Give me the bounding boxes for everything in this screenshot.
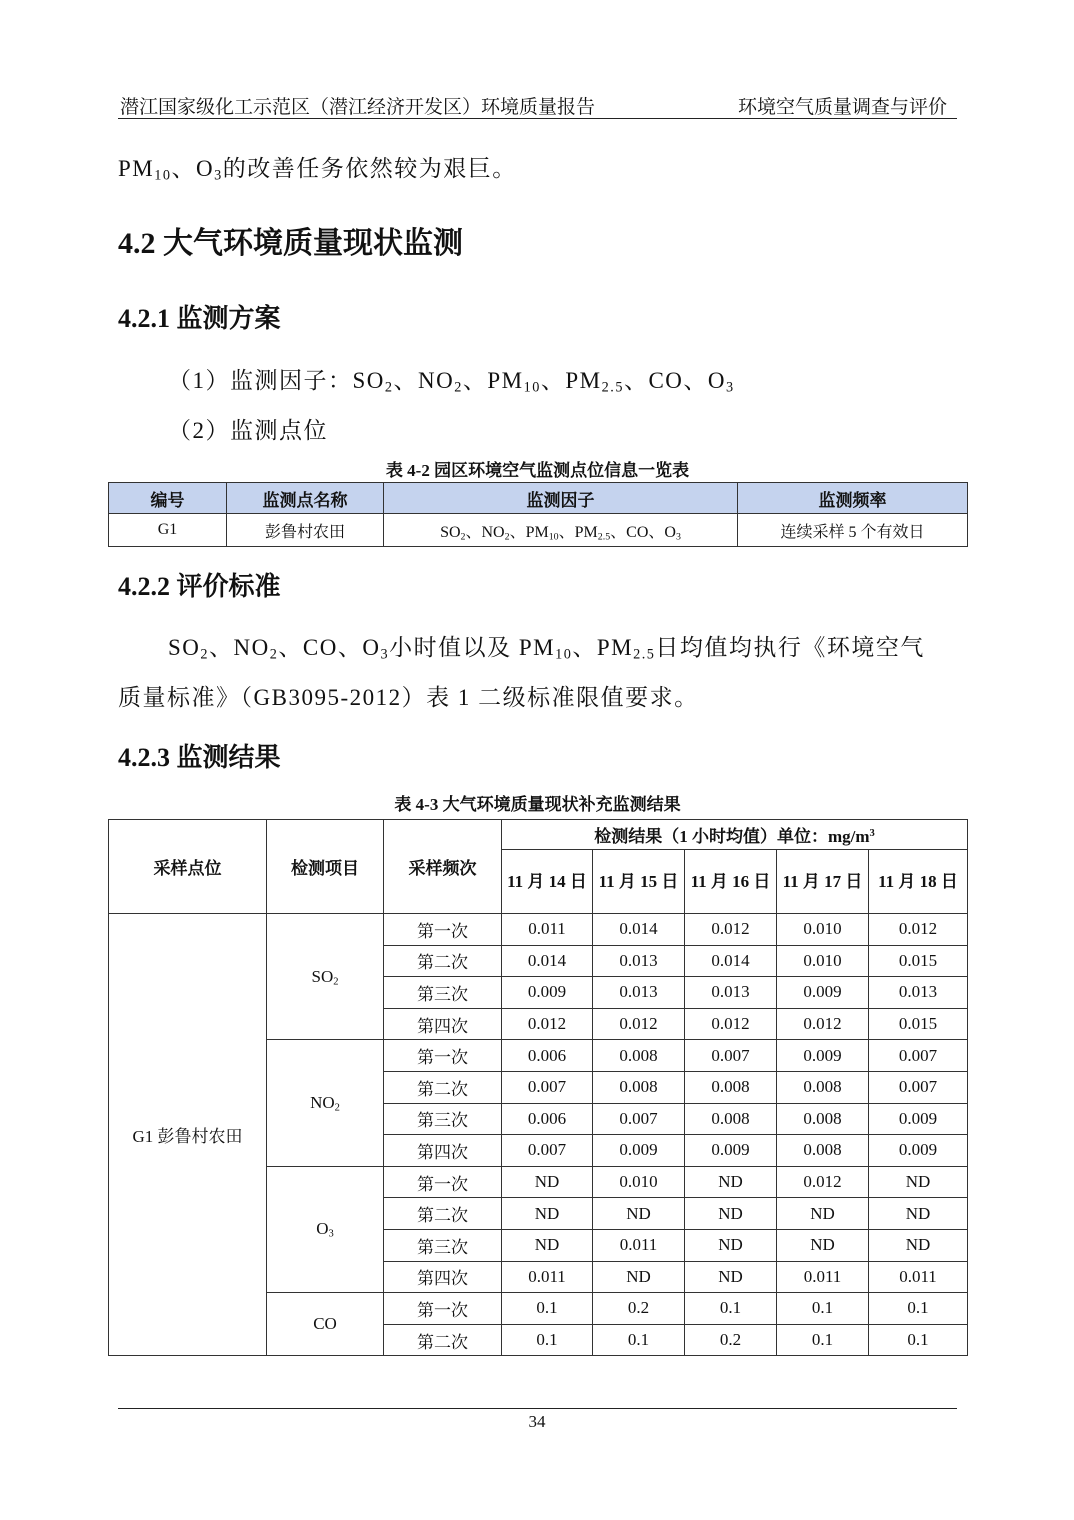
- col-header-site-name: 监测点名称: [227, 483, 384, 514]
- value-cell: 0.015: [869, 1008, 968, 1040]
- value-cell: ND: [685, 1166, 777, 1198]
- value-cell: 0.013: [869, 977, 968, 1009]
- subsection-heading-standard: 4.2.2 评价标准: [118, 572, 281, 601]
- frequency-cell: 第一次: [384, 914, 502, 946]
- value-cell: ND: [502, 1198, 593, 1230]
- value-cell: 0.1: [777, 1324, 869, 1356]
- value-cell: 0.007: [869, 1071, 968, 1103]
- value-cell: 0.008: [593, 1040, 685, 1072]
- value-cell: ND: [502, 1229, 593, 1261]
- day-header: 11 月 16 日: [685, 850, 777, 914]
- value-cell: 0.1: [869, 1324, 968, 1356]
- value-cell: 0.1: [869, 1293, 968, 1325]
- value-cell: 0.007: [502, 1071, 593, 1103]
- value-cell: 0.011: [593, 1229, 685, 1261]
- site-factors: $SO_2$、$NO_2$、$PM_{10}$、$PM_{2.5}$、CO、$O_3$: [384, 514, 738, 547]
- value-cell: 0.010: [777, 914, 869, 946]
- value-cell: 0.006: [502, 1040, 593, 1072]
- pollutant-cell: $NO_2$: [267, 1040, 384, 1166]
- value-cell: 0.1: [593, 1324, 685, 1356]
- pollutant-cell: $SO_2$: [267, 914, 384, 1040]
- value-cell: 0.008: [777, 1103, 869, 1135]
- value-cell: 0.1: [502, 1293, 593, 1325]
- running-header-title: 潜江国家级化工示范区（潜江经济开发区）环境质量报告: [120, 96, 596, 118]
- value-cell: ND: [593, 1198, 685, 1230]
- site-name: 彭鲁村农田: [227, 514, 384, 547]
- value-cell: 0.007: [593, 1103, 685, 1135]
- value-cell: 0.013: [685, 977, 777, 1009]
- value-cell: 0.012: [777, 1166, 869, 1198]
- col-header-factors: 监测因子: [384, 483, 738, 514]
- site-info-table: [108, 482, 968, 547]
- frequency-cell: 第一次: [384, 1040, 502, 1072]
- results-table: [108, 819, 968, 1356]
- value-cell: 0.015: [869, 945, 968, 977]
- value-cell: 0.009: [869, 1135, 968, 1167]
- frequency-cell: 第二次: [384, 945, 502, 977]
- value-cell: 0.009: [593, 1135, 685, 1167]
- frequency-cell: 第四次: [384, 1008, 502, 1040]
- col-header-frequency: 采样频次: [384, 820, 502, 914]
- running-header-section: 环境空气质量调查与评价: [738, 96, 948, 118]
- day-header: 11 月 18 日: [869, 850, 968, 914]
- value-cell: 0.012: [502, 1008, 593, 1040]
- value-cell: ND: [593, 1261, 685, 1293]
- section-heading: 4.2 大气环境质量现状监测: [118, 227, 463, 260]
- day-header: 11 月 17 日: [777, 850, 869, 914]
- value-cell: 0.2: [593, 1293, 685, 1325]
- standard-paragraph-line2: 质量标准》（GB3095-2012）表 1 二级标准限值要求。: [118, 685, 699, 710]
- frequency-cell: 第四次: [384, 1261, 502, 1293]
- frequency-cell: 第二次: [384, 1071, 502, 1103]
- value-cell: 0.007: [502, 1135, 593, 1167]
- value-cell: ND: [685, 1229, 777, 1261]
- value-cell: 0.013: [593, 945, 685, 977]
- results-table-caption: 表 4-3 大气环境质量现状补充监测结果: [394, 795, 681, 814]
- value-cell: 0.014: [593, 914, 685, 946]
- monitoring-sites-item: （2）监测点位: [168, 418, 328, 443]
- value-cell: 0.009: [502, 977, 593, 1009]
- col-header-result: 检测结果（1 小时均值）单位：$mg/m^3$: [502, 820, 968, 850]
- page-number: 34: [528, 1412, 546, 1431]
- value-cell: ND: [777, 1229, 869, 1261]
- frequency-cell: 第一次: [384, 1166, 502, 1198]
- col-header-site: 采样点位: [109, 820, 267, 914]
- value-cell: 0.008: [593, 1071, 685, 1103]
- value-cell: ND: [685, 1261, 777, 1293]
- frequency-cell: 第三次: [384, 1229, 502, 1261]
- value-cell: 0.008: [685, 1103, 777, 1135]
- value-cell: ND: [869, 1198, 968, 1230]
- value-cell: ND: [502, 1166, 593, 1198]
- value-cell: 0.011: [777, 1261, 869, 1293]
- value-cell: 0.012: [593, 1008, 685, 1040]
- value-cell: 0.009: [777, 1040, 869, 1072]
- site-frequency: 连续采样 5 个有效日: [738, 514, 968, 547]
- table-row: [109, 914, 968, 946]
- site-cell: G1 彭鲁村农田: [109, 914, 267, 1356]
- frequency-cell: 第三次: [384, 1103, 502, 1135]
- col-header-frequency: 监测频率: [738, 483, 968, 514]
- value-cell: 0.1: [777, 1293, 869, 1325]
- standard-paragraph-line1: $SO_2$、$NO_2$、CO、$O_3$小时值以及 $PM_{10}$、$PM_{2.5}$日均值均执行《环境空气: [168, 635, 925, 663]
- value-cell: 0.008: [685, 1071, 777, 1103]
- intro-line: $PM_{10}$、$O_3$的改善任务依然较为艰巨。: [118, 156, 517, 184]
- table-row: [109, 514, 968, 547]
- value-cell: 0.008: [777, 1135, 869, 1167]
- value-cell: 0.014: [502, 945, 593, 977]
- value-cell: 0.2: [685, 1324, 777, 1356]
- value-cell: 0.008: [777, 1071, 869, 1103]
- table-caption: 表 4-2 园区环境空气监测点位信息一览表: [385, 461, 690, 480]
- subsection-heading-results: 4.2.3 监测结果: [118, 743, 281, 772]
- value-cell: 0.012: [777, 1008, 869, 1040]
- value-cell: 0.010: [593, 1166, 685, 1198]
- value-cell: ND: [685, 1198, 777, 1230]
- day-header: 11 月 14 日: [502, 850, 593, 914]
- value-cell: 0.012: [869, 914, 968, 946]
- value-cell: 0.011: [502, 914, 593, 946]
- monitoring-factors-item: （1）监测因子：$SO_2$、$NO_2$、$PM_{10}$、$PM_{2.5}$、CO、$O_3$: [168, 368, 735, 396]
- value-cell: 0.009: [869, 1103, 968, 1135]
- value-cell: 0.009: [685, 1135, 777, 1167]
- value-cell: 0.009: [777, 977, 869, 1009]
- frequency-cell: 第二次: [384, 1198, 502, 1230]
- value-cell: 0.010: [777, 945, 869, 977]
- value-cell: 0.007: [869, 1040, 968, 1072]
- value-cell: ND: [869, 1229, 968, 1261]
- frequency-cell: 第四次: [384, 1135, 502, 1167]
- footer-rule: [118, 1408, 957, 1409]
- value-cell: 0.013: [593, 977, 685, 1009]
- frequency-cell: 第三次: [384, 977, 502, 1009]
- frequency-cell: 第二次: [384, 1324, 502, 1356]
- day-header: 11 月 15 日: [593, 850, 685, 914]
- pollutant-cell: $O_3$: [267, 1166, 384, 1292]
- frequency-cell: 第一次: [384, 1293, 502, 1325]
- value-cell: 0.012: [685, 1008, 777, 1040]
- col-header-id: 编号: [109, 483, 227, 514]
- value-cell: ND: [777, 1198, 869, 1230]
- value-cell: 0.1: [685, 1293, 777, 1325]
- header-rule: [118, 118, 957, 119]
- value-cell: 0.011: [502, 1261, 593, 1293]
- value-cell: 0.1: [502, 1324, 593, 1356]
- value-cell: 0.007: [685, 1040, 777, 1072]
- pollutant-cell: CO: [267, 1293, 384, 1356]
- subsection-heading-monitoring-plan: 4.2.1 监测方案: [118, 304, 281, 333]
- value-cell: 0.011: [869, 1261, 968, 1293]
- col-header-item: 检测项目: [267, 820, 384, 914]
- value-cell: 0.014: [685, 945, 777, 977]
- value-cell: 0.006: [502, 1103, 593, 1135]
- value-cell: ND: [869, 1166, 968, 1198]
- table-header-row: [109, 483, 968, 514]
- site-id: G1: [109, 514, 227, 547]
- value-cell: 0.012: [685, 914, 777, 946]
